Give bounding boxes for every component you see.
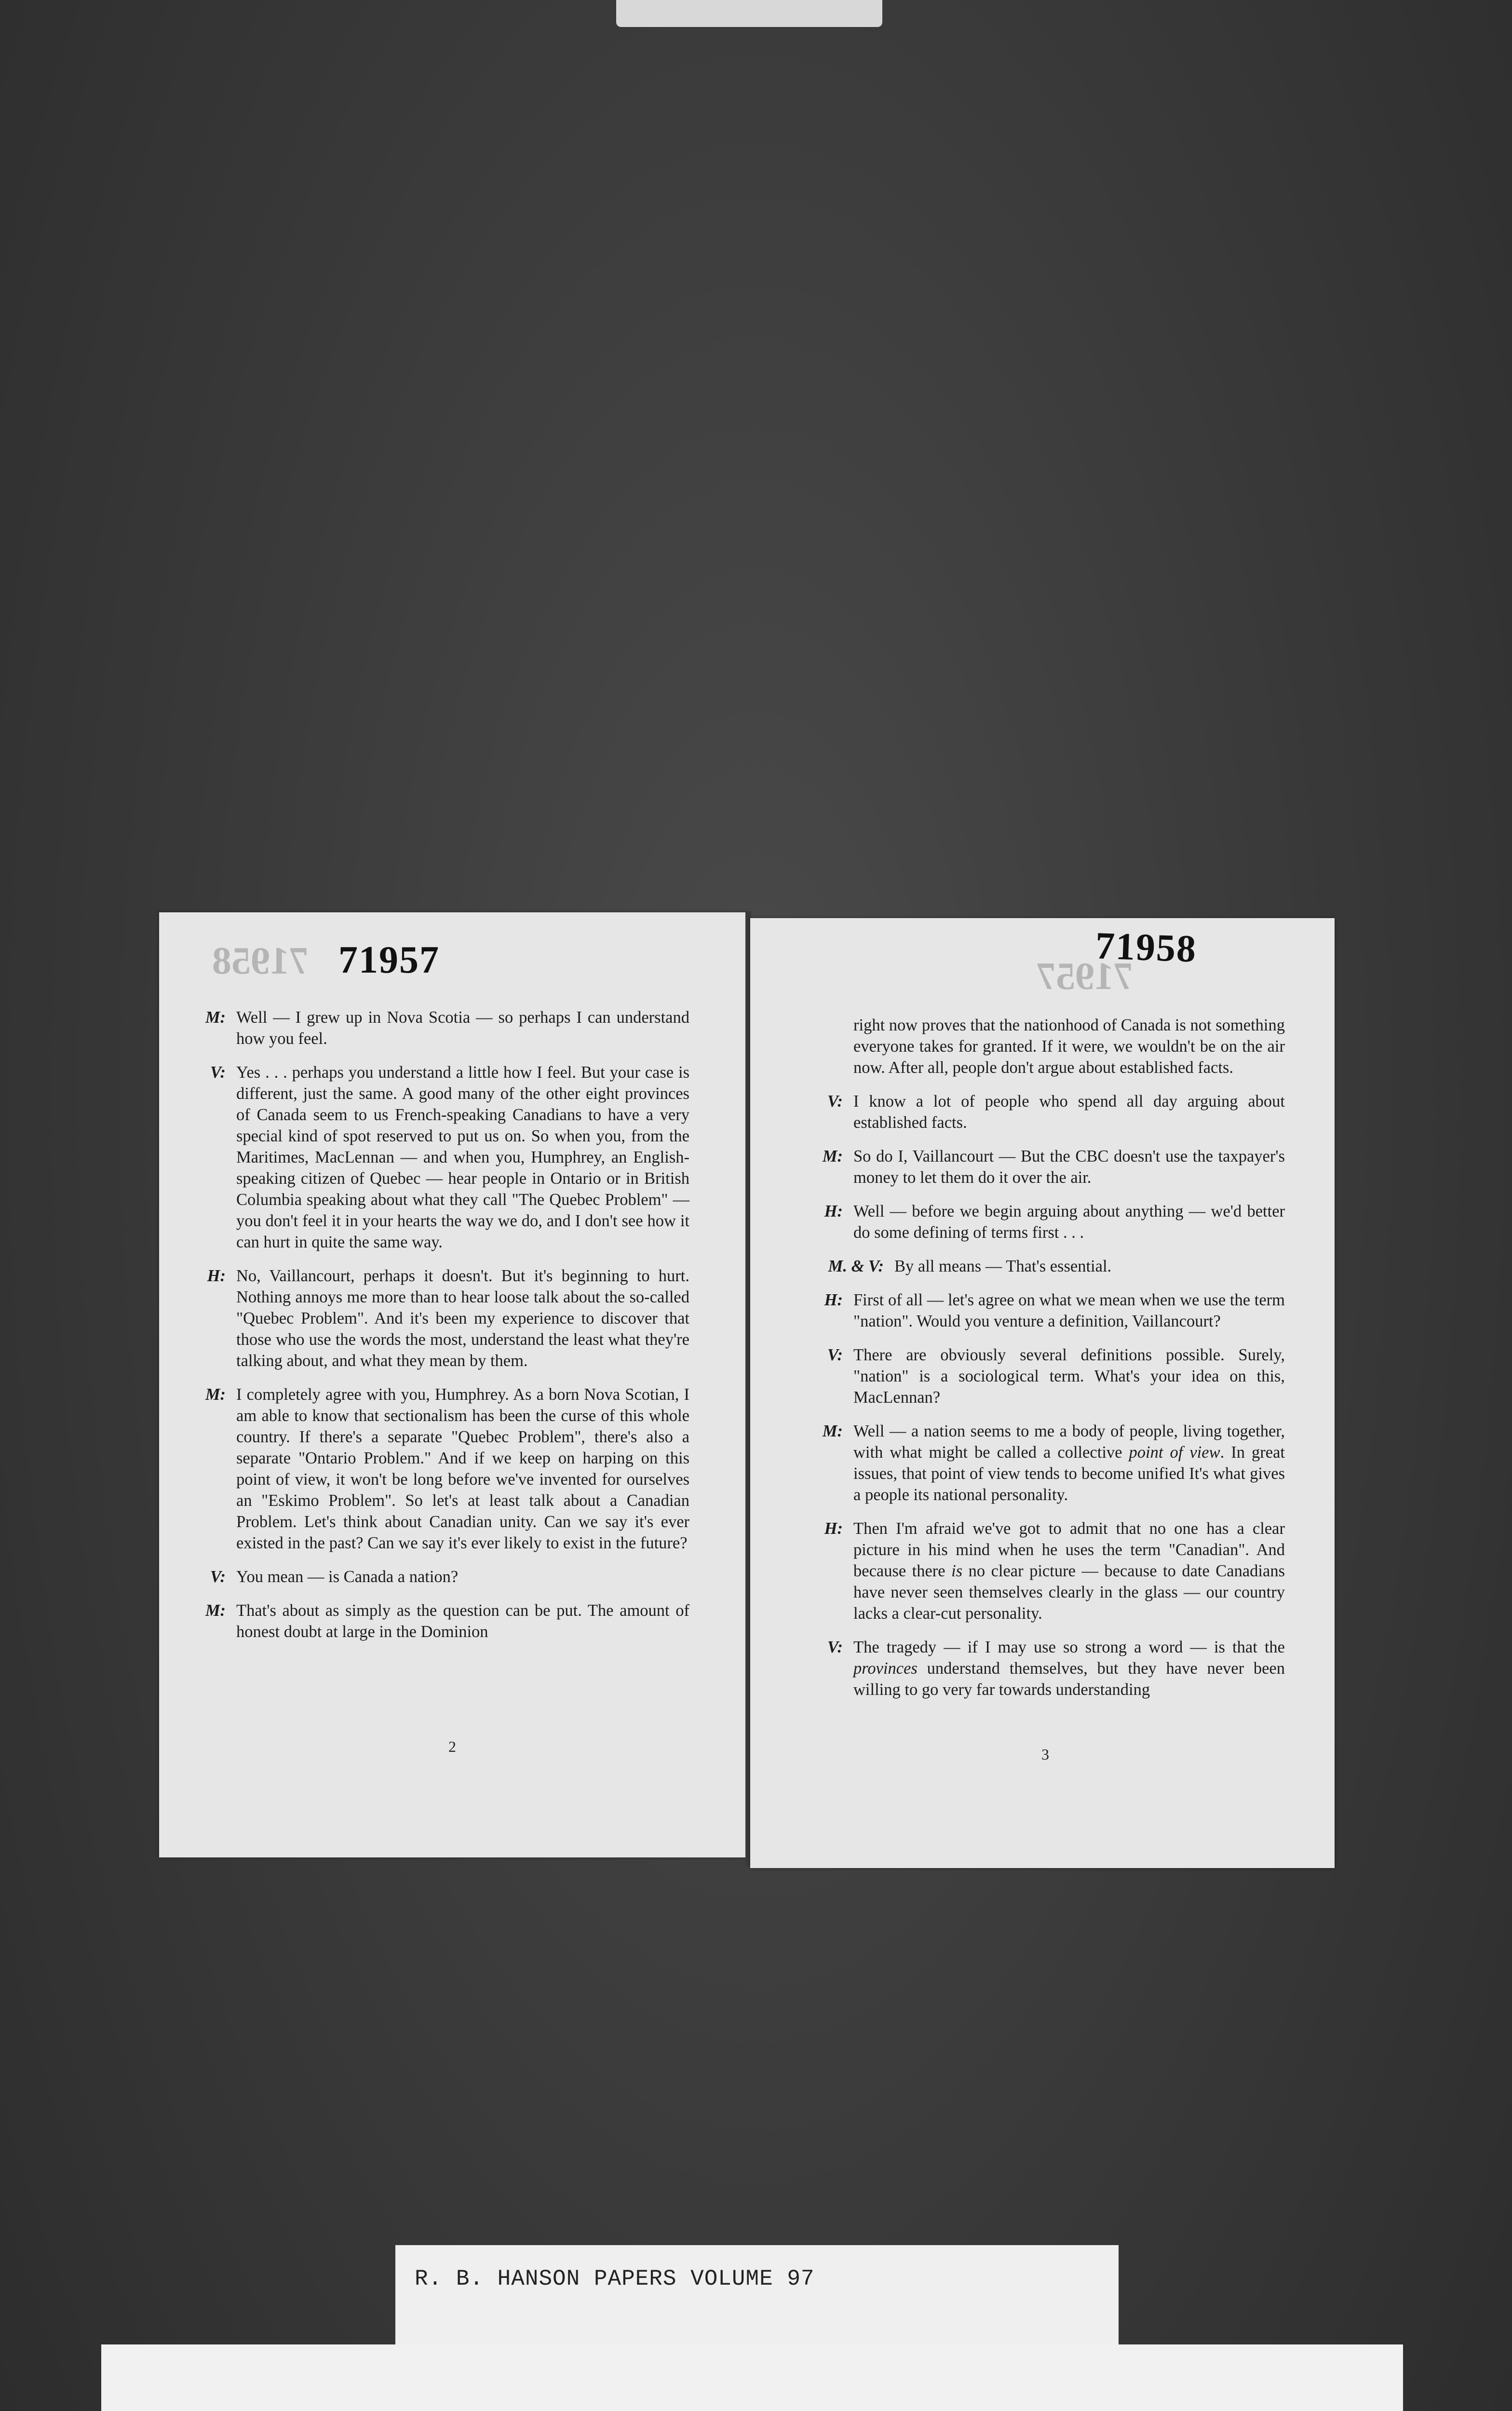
speech-fragment: There are obviously several definitions possible. Surely, "nation" is a sociological term. What's your idea on this, MacLennan? xyxy=(853,1346,1285,1407)
dialogue-turn xyxy=(820,1146,1285,1188)
speech-text xyxy=(853,1637,1285,1700)
speech-fragment: I know a lot of people who spend all day arguing about established facts. xyxy=(853,1092,1285,1132)
speaker-label: V: xyxy=(210,1568,226,1586)
speech-fragment: The tragedy — if I may use so strong a word — is that the xyxy=(853,1638,1285,1656)
right-page-text xyxy=(820,1015,1285,1713)
speech-text xyxy=(853,1518,1285,1624)
volume-label-strip xyxy=(395,2245,1119,2346)
emphasized-text: provinces xyxy=(853,1659,918,1678)
dialogue-turn xyxy=(202,1566,689,1587)
continuation-text: right now proves that the nationhood of Canada is not something everyone takes for granted. If it were, we wouldn't be on the air now. After all, people don't argue about established facts. xyxy=(853,1016,1285,1077)
speech-fragment: By all means — That's essential. xyxy=(894,1257,1112,1275)
speaker-label: H: xyxy=(824,1291,843,1309)
dialogue-turn xyxy=(820,1637,1285,1700)
left-page-stamp-number: 71957 xyxy=(338,939,440,981)
speech-text: You mean — is Canada a nation? xyxy=(236,1568,459,1586)
speech-fragment: Well — a nation seems to me a body of people, living together, with what might be called a collective xyxy=(853,1422,1285,1462)
emphasized-text: point of view xyxy=(1129,1443,1220,1462)
dialogue-turn xyxy=(820,1201,1285,1243)
speech-text xyxy=(853,1289,1285,1332)
right-page-stamp-number: 71958 xyxy=(1094,924,1198,971)
speaker-label: V: xyxy=(827,1092,843,1111)
speaker-label: M: xyxy=(822,1422,843,1440)
speaker-label: M: xyxy=(205,1008,226,1027)
dialogue-turn xyxy=(820,1344,1285,1408)
archive-card xyxy=(101,2344,1403,2411)
left-page-bleedthrough-number: 71958 xyxy=(212,940,309,982)
speech-fragment: Well — before we begin arguing about anything — we'd better do some defining of terms first . . . xyxy=(853,1202,1285,1242)
speech-text: That's about as simply as the question can be put. The amount of honest doubt at large in the Dominion xyxy=(236,1601,689,1641)
speech-text: Yes . . . perhaps you understand a little how I feel. But your case is different, just the same. A good many of the other eight provinces of Canada seem to us French-speaking Canadians to have a very special kind of spot reserved to put us on. So when you, from the Maritimes, MacLennan — and when you, Humphrey, an English-speaking citizen of Quebec — hear people in Ontario or in British Columbia speaking about what they call "The Quebec Problem" — you don't feel it in your hearts the way we do, and I don't see how it can hurt in quite the same way. xyxy=(236,1063,689,1251)
speech-text xyxy=(853,1201,1285,1243)
speech-text: I completely agree with you, Humphrey. As a born Nova Scotian, I am able to know that sectionalism has been the curse of this whole country. If there's a separate "Quebec Problem", there's also a separate "Ontario Problem." And if we keep on harping on this point of view, it won't be long before we've invented for ourselves an "Eskimo Problem". So let's at least talk about a Canadian Problem. Let's think about Canadian unity. Can we say it's ever existed in the past? Can we say it's ever likely to exist in the future? xyxy=(236,1385,689,1552)
speaker-label: M: xyxy=(822,1147,843,1165)
speech-text: No, Vaillancourt, perhaps it doesn't. But it's beginning to hurt. Nothing annoys me more than to hear loose talk about the so-called "Quebec Problem". And it's been my experience to discover that those who use the words the most, understand the least what they're talking about, and what they mean by them. xyxy=(236,1267,689,1370)
speaker-label: M: xyxy=(205,1385,226,1404)
speech-text xyxy=(853,1421,1285,1505)
speech-fragment: no clear picture — because to date Canadians have never seen themselves clearly in the glass — our country lacks a clear-cut personality. xyxy=(853,1562,1285,1623)
speaker-label: V: xyxy=(210,1063,226,1082)
volume-label-text: R. B. HANSON PAPERS VOLUME 97 xyxy=(415,2266,815,2291)
dialogue-turn xyxy=(820,1289,1285,1332)
right-page-bleedthrough-number: 71957 xyxy=(1037,955,1133,998)
speaker-label: H: xyxy=(824,1519,843,1538)
speaker-label: H: xyxy=(207,1267,226,1285)
emphasized-text: is xyxy=(951,1562,963,1580)
speech-text xyxy=(894,1256,1285,1277)
right-page-folio: 3 xyxy=(1041,1746,1049,1763)
dialogue-turn xyxy=(820,1421,1285,1505)
dialogue-turn xyxy=(202,1062,689,1253)
speaker-label: M: xyxy=(205,1601,226,1620)
speaker-label: H: xyxy=(824,1202,843,1220)
speech-fragment: So do I, Vaillancourt — But the CBC doesn't use the taxpayer's money to let them do it over the air. xyxy=(853,1147,1285,1187)
dialogue-turn xyxy=(202,1007,689,1049)
dialogue-turn xyxy=(202,1384,689,1554)
speech-text: Well — I grew up in Nova Scotia — so perhaps I can understand how you feel. xyxy=(236,1008,689,1048)
left-page-text xyxy=(202,1007,689,1655)
dialogue-turn xyxy=(820,1256,1285,1277)
speech-fragment: Then I'm afraid we've got to admit that no one has a clear picture in his mind when he uses the term "Canadian". And because there xyxy=(853,1519,1285,1580)
speech-fragment: . In great issues, that point of view tends to become unified It's what gives a people its national personality. xyxy=(853,1443,1285,1504)
speaker-label: M. & V: xyxy=(828,1257,884,1275)
speech-text xyxy=(853,1146,1285,1188)
speech-text xyxy=(853,1091,1285,1133)
speaker-label: V: xyxy=(827,1638,843,1656)
speaker-label: V: xyxy=(827,1346,843,1364)
dialogue-turn xyxy=(820,1518,1285,1624)
dialogue-turn xyxy=(820,1091,1285,1133)
speech-text xyxy=(853,1344,1285,1408)
film-leader-tab xyxy=(616,0,882,27)
left-page-folio: 2 xyxy=(448,1738,456,1755)
dialogue-turn xyxy=(202,1600,689,1642)
speech-fragment: understand themselves, but they have never been willing to go very far towards understanding xyxy=(853,1659,1285,1699)
dialogue-turn xyxy=(202,1265,689,1371)
speech-fragment: First of all — let's agree on what we mean when we use the term "nation". Would you venture a definition, Vaillancourt? xyxy=(853,1291,1285,1330)
